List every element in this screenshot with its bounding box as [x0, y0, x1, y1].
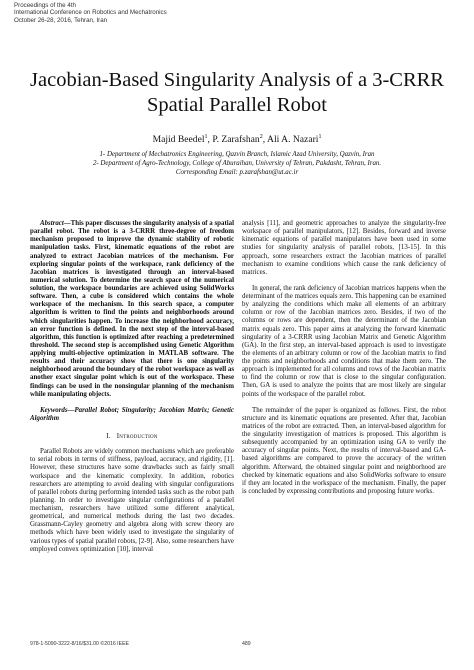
section-numeral: I.: [106, 433, 111, 440]
right-column: [242, 220, 446, 496]
section-heading-introduction: [30, 433, 234, 441]
author-affil-mark: 1: [318, 134, 322, 140]
abstract-lead: Abstract: [40, 220, 64, 227]
title-line-2: Spatial Parallel Robot: [147, 94, 327, 116]
author-separator: ,: [262, 134, 268, 146]
abstract: [30, 220, 234, 399]
keywords: Keywords—Parallel Robot; Singularity; Jacobian Matrix; Genetic Algorithm: [30, 406, 234, 422]
author-list: [0, 131, 474, 146]
page-number: 489: [242, 641, 251, 647]
proceedings-line-2: International Conference on Robotics and Mechatronics: [14, 9, 167, 17]
author-name: Ali A. Nazari: [267, 134, 319, 146]
intro-paragraph-3: The remainder of the paper is organized as follows. First, the robot structure and its kinematic equations are presented. After that, Jacobian matrices of the robot are extracted. Then, an interval-based algorithm for the singularity investigation of matrices is proposed. This algorithm is subsequently accompanied by an optimization using GA to verify the accuracy of singular points. Next, the results of interval-based and GA-based algorithms are compared to prove the accuracy of the written algorithm. Afterward, the obtained singular point and neighborhood are checked by kinematic equations and also SolidWorks software to ensure if they are located in the workspace of the mechanism. Finally, the paper is concluded by expressing contributions and proposing future works.: [242, 406, 446, 495]
intro-paragraph-1: Parallel Robots are widely common mechanisms which are preferable to serial robots in terms of stiffness, payload, accuracy, and rigidity, [1]. However, these structures have some drawbacks such as fairly small workspace and the kinematic complexity. In addition, robotics researchers are attempting to avoid dealing with singular configurations of parallel robots during performing intended tasks such as the robot path planning. In order to investigate singular configurations of a parallel mechanism, researchers have utilized some different analytical, geometrical, and numerical methods during the last two decades. Grassmann-Cayley geometry and algebra along with screw theory are methods which have been widely used to investigate the singularity of various types of spatial parallel robots, [2-9]. Also, some researchers have employed convex optimization [10], interval: [30, 448, 234, 553]
corresponding-email: Corresponding Email: p.zarafshan@ut.ac.ir: [175, 168, 299, 176]
author-separator: ,: [207, 134, 213, 146]
proceedings-line-3: October 26-28, 2016, Tehran, Iran: [14, 16, 108, 24]
copyright-line: 978-1-5090-3222-8/16/$31.00 ©2016 IEEE: [30, 641, 130, 647]
affiliation-2: 2- Department of Agro-Technology, College of Aburaihan, University of Tehran, Pakdasht, Tehran, Iran.: [92, 159, 382, 167]
left-column: [30, 220, 234, 554]
affiliation-1: 1- Department of Mechatronics Engineering, Qazvin Branch, Islamic Azad University, Qazvin, Iran: [99, 151, 375, 158]
abstract-text: —This paper discusses the singularity analysis of a spatial parallel robot. The robot is a 3-CRRR three-degree of freedom mechanism proposed to improve the dynamic stability of robotic manipulation tasks. First, kinematic equations of the robot are analyzed to extract Jacobian matrices of the mechanism. For exploring singular points of the workspace, rank deficiency of the Jacobian matrices is investigated through an interval-based numerical solution. To determine the search space of the numerical solution, the workspace boundaries are achieved using SolidWorks software. Then, a cube is considered which contains the whole workspace of the mechanism. In this search space, a computer algorithm is written to find the points and neighborhoods around which singularities happen. To increase the neighborhood accuracy, an error function is defined. In the next step of the interval-based algorithm, this function is optimized after reaching a predetermined threshold. The second step is accomplished using Genetic Algorithm applying multi-objective optimization in MATLAB software. The results and their accuracy show that there is one singularity neighborhood around the boundary of the robot workspace as well as another exact singular point which is out of the workspace. These findings can be used in the nonsingular planning of the mechanism while manipulating objects.: [30, 220, 235, 398]
affiliations: [0, 151, 474, 178]
author-name: P. Zarafshan: [212, 134, 260, 146]
proceedings-header: [14, 2, 167, 24]
proceedings-line-1: Proceedings of the 4th: [14, 2, 76, 9]
author-affil-mark: 1: [204, 134, 208, 140]
paper-title: [0, 68, 474, 118]
section-title: Introduction: [116, 433, 158, 440]
title-line-1: Jacobian-Based Singularity Analysis of a 3-CRRR: [30, 69, 444, 91]
intro-paragraph-2: In general, the rank deficiency of Jacobian matrices happens when the determinant of the matrices equals zero. This happening can be examined by analyzing the conditions which make all elements of an arbitrary column or row of the Jacobian matrices zero. Besides, if two of the columns or rows are dependent, then the determinant of the Jacobian matrix equals zero. This paper aims at analyzing the forward kinematic singularity of a 3-CRRR using Jacobian Matrix and Genetic Algorithm (GA). In the first step, an interval-based approach is used to investigate the elements of an arbitrary column or row of the Jacobian matrix to find the points and neighborhoods and conditions that make them zero. The approach is implemented for all columns and rows of the Jacobian matrix to find the column or row that is close to the singular configuration. Then, GA is used to analyze the points that are most likely are singular points of the workspace of the parallel robot.: [242, 284, 446, 398]
intro-paragraph-continued: analysis [11], and geometric approaches to analyze the singularity-free workspace of parallel manipulators, [12]. Besides, forward and inverse kinematic equations of parallel manipulators have been used in some studies for singularity analysis of parallel robots, [13-15]. In this approach, some researchers extract the Jacobian matrices of parallel mechanism to examine conditions which cause the rank deficiency of matrices.: [242, 220, 446, 276]
author-affil-mark: 2: [259, 134, 263, 140]
author-name: Majid Beedel: [152, 134, 205, 146]
